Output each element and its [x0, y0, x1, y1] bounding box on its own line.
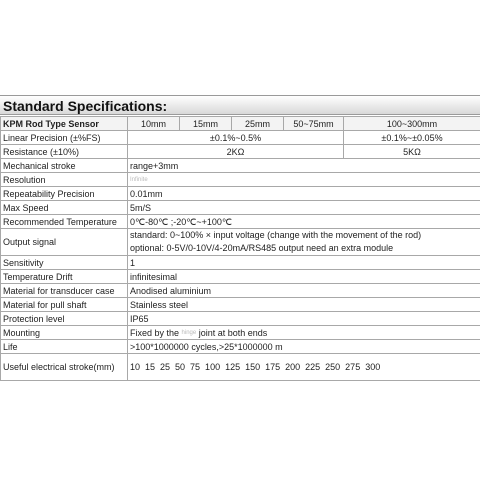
row-protection	[1, 312, 480, 326]
row-temperature-drift	[1, 270, 480, 284]
row-sensitivity	[1, 256, 480, 270]
value-cell: range+3mm	[128, 159, 480, 173]
row-mechanical-stroke	[1, 159, 480, 173]
row-mounting	[1, 326, 480, 340]
row-label: Sensitivity	[1, 256, 128, 270]
size-100-300mm: 100~300mm	[344, 117, 480, 131]
row-useful-stroke	[1, 354, 480, 381]
row-label: Temperature Drift	[1, 270, 128, 284]
row-label: Material for transducer case	[1, 284, 128, 298]
row-max-speed	[1, 201, 480, 215]
value-cell: Stainless steel	[128, 298, 480, 312]
value-cell: 1	[128, 256, 480, 270]
value-cell: 5KΩ	[344, 145, 480, 159]
row-resistance	[1, 145, 480, 159]
row-output-signal	[1, 229, 480, 256]
row-label: Useful electrical stroke(mm)	[1, 354, 128, 381]
value-cell: 10 15 25 50 75 100 125 150 175 200 225 250 275 300	[128, 354, 480, 381]
value-cell: Anodised aluminium	[128, 284, 480, 298]
mounting-before: Fixed by the	[130, 327, 180, 338]
value-cell: >100*1000000 cycles,>25*1000000 m	[128, 340, 480, 354]
row-label: Max Speed	[1, 201, 128, 215]
row-label: Mounting	[1, 326, 128, 340]
faded-text: Infinite	[130, 176, 148, 183]
section-title: Standard Specifications:	[0, 95, 480, 115]
row-linear-precision	[1, 131, 480, 145]
row-life	[1, 340, 480, 354]
value-cell: ±0.1%~±0.05%	[344, 131, 480, 145]
value-cell: infinitesimal	[128, 270, 480, 284]
row-label: Mechanical stroke	[1, 159, 128, 173]
faded-text: hinge	[181, 329, 197, 336]
output-optional: optional: 0-5V/0-10V/4-20mA/RS485 output need an extra module	[130, 243, 394, 253]
row-label: Protection level	[1, 312, 128, 326]
row-repeatability	[1, 187, 480, 201]
value-cell	[128, 229, 480, 256]
row-label: Life	[1, 340, 128, 354]
row-transducer-case	[1, 284, 480, 298]
size-10mm: 10mm	[128, 117, 180, 131]
size-15mm: 15mm	[180, 117, 232, 131]
value-cell: 5m/S	[128, 201, 480, 215]
value-cell: 2KΩ	[128, 145, 344, 159]
value-cell: IP65	[128, 312, 480, 326]
row-label: Output signal	[1, 229, 128, 256]
row-label: Resolution	[1, 173, 128, 187]
value-cell: ±0.1%~0.5%	[128, 131, 344, 145]
size-50-75mm: 50~75mm	[284, 117, 344, 131]
value-cell: 0.01mm	[128, 187, 480, 201]
value-cell	[128, 326, 480, 340]
row-label: Recommended Temperature	[1, 215, 128, 229]
row-resolution	[1, 173, 480, 187]
row-label: Material for pull shaft	[1, 298, 128, 312]
header-row	[1, 117, 480, 131]
size-25mm: 25mm	[232, 117, 284, 131]
row-label: Resistance (±10%)	[1, 145, 128, 159]
spec-table	[0, 116, 480, 381]
mounting-after: joint at both ends	[198, 327, 268, 338]
row-pull-shaft	[1, 298, 480, 312]
row-temperature	[1, 215, 480, 229]
value-cell: 0℃-80℃ ;-20℃~+100℃	[128, 215, 480, 229]
value-cell	[128, 173, 480, 187]
output-standard: standard: 0~100% × input voltage (change with the movement of the rod)	[130, 230, 422, 240]
row-label: Linear Precision (±%FS)	[1, 131, 128, 145]
header-label: KPM Rod Type Sensor	[1, 117, 128, 131]
row-label: Repeatability Precision	[1, 187, 128, 201]
